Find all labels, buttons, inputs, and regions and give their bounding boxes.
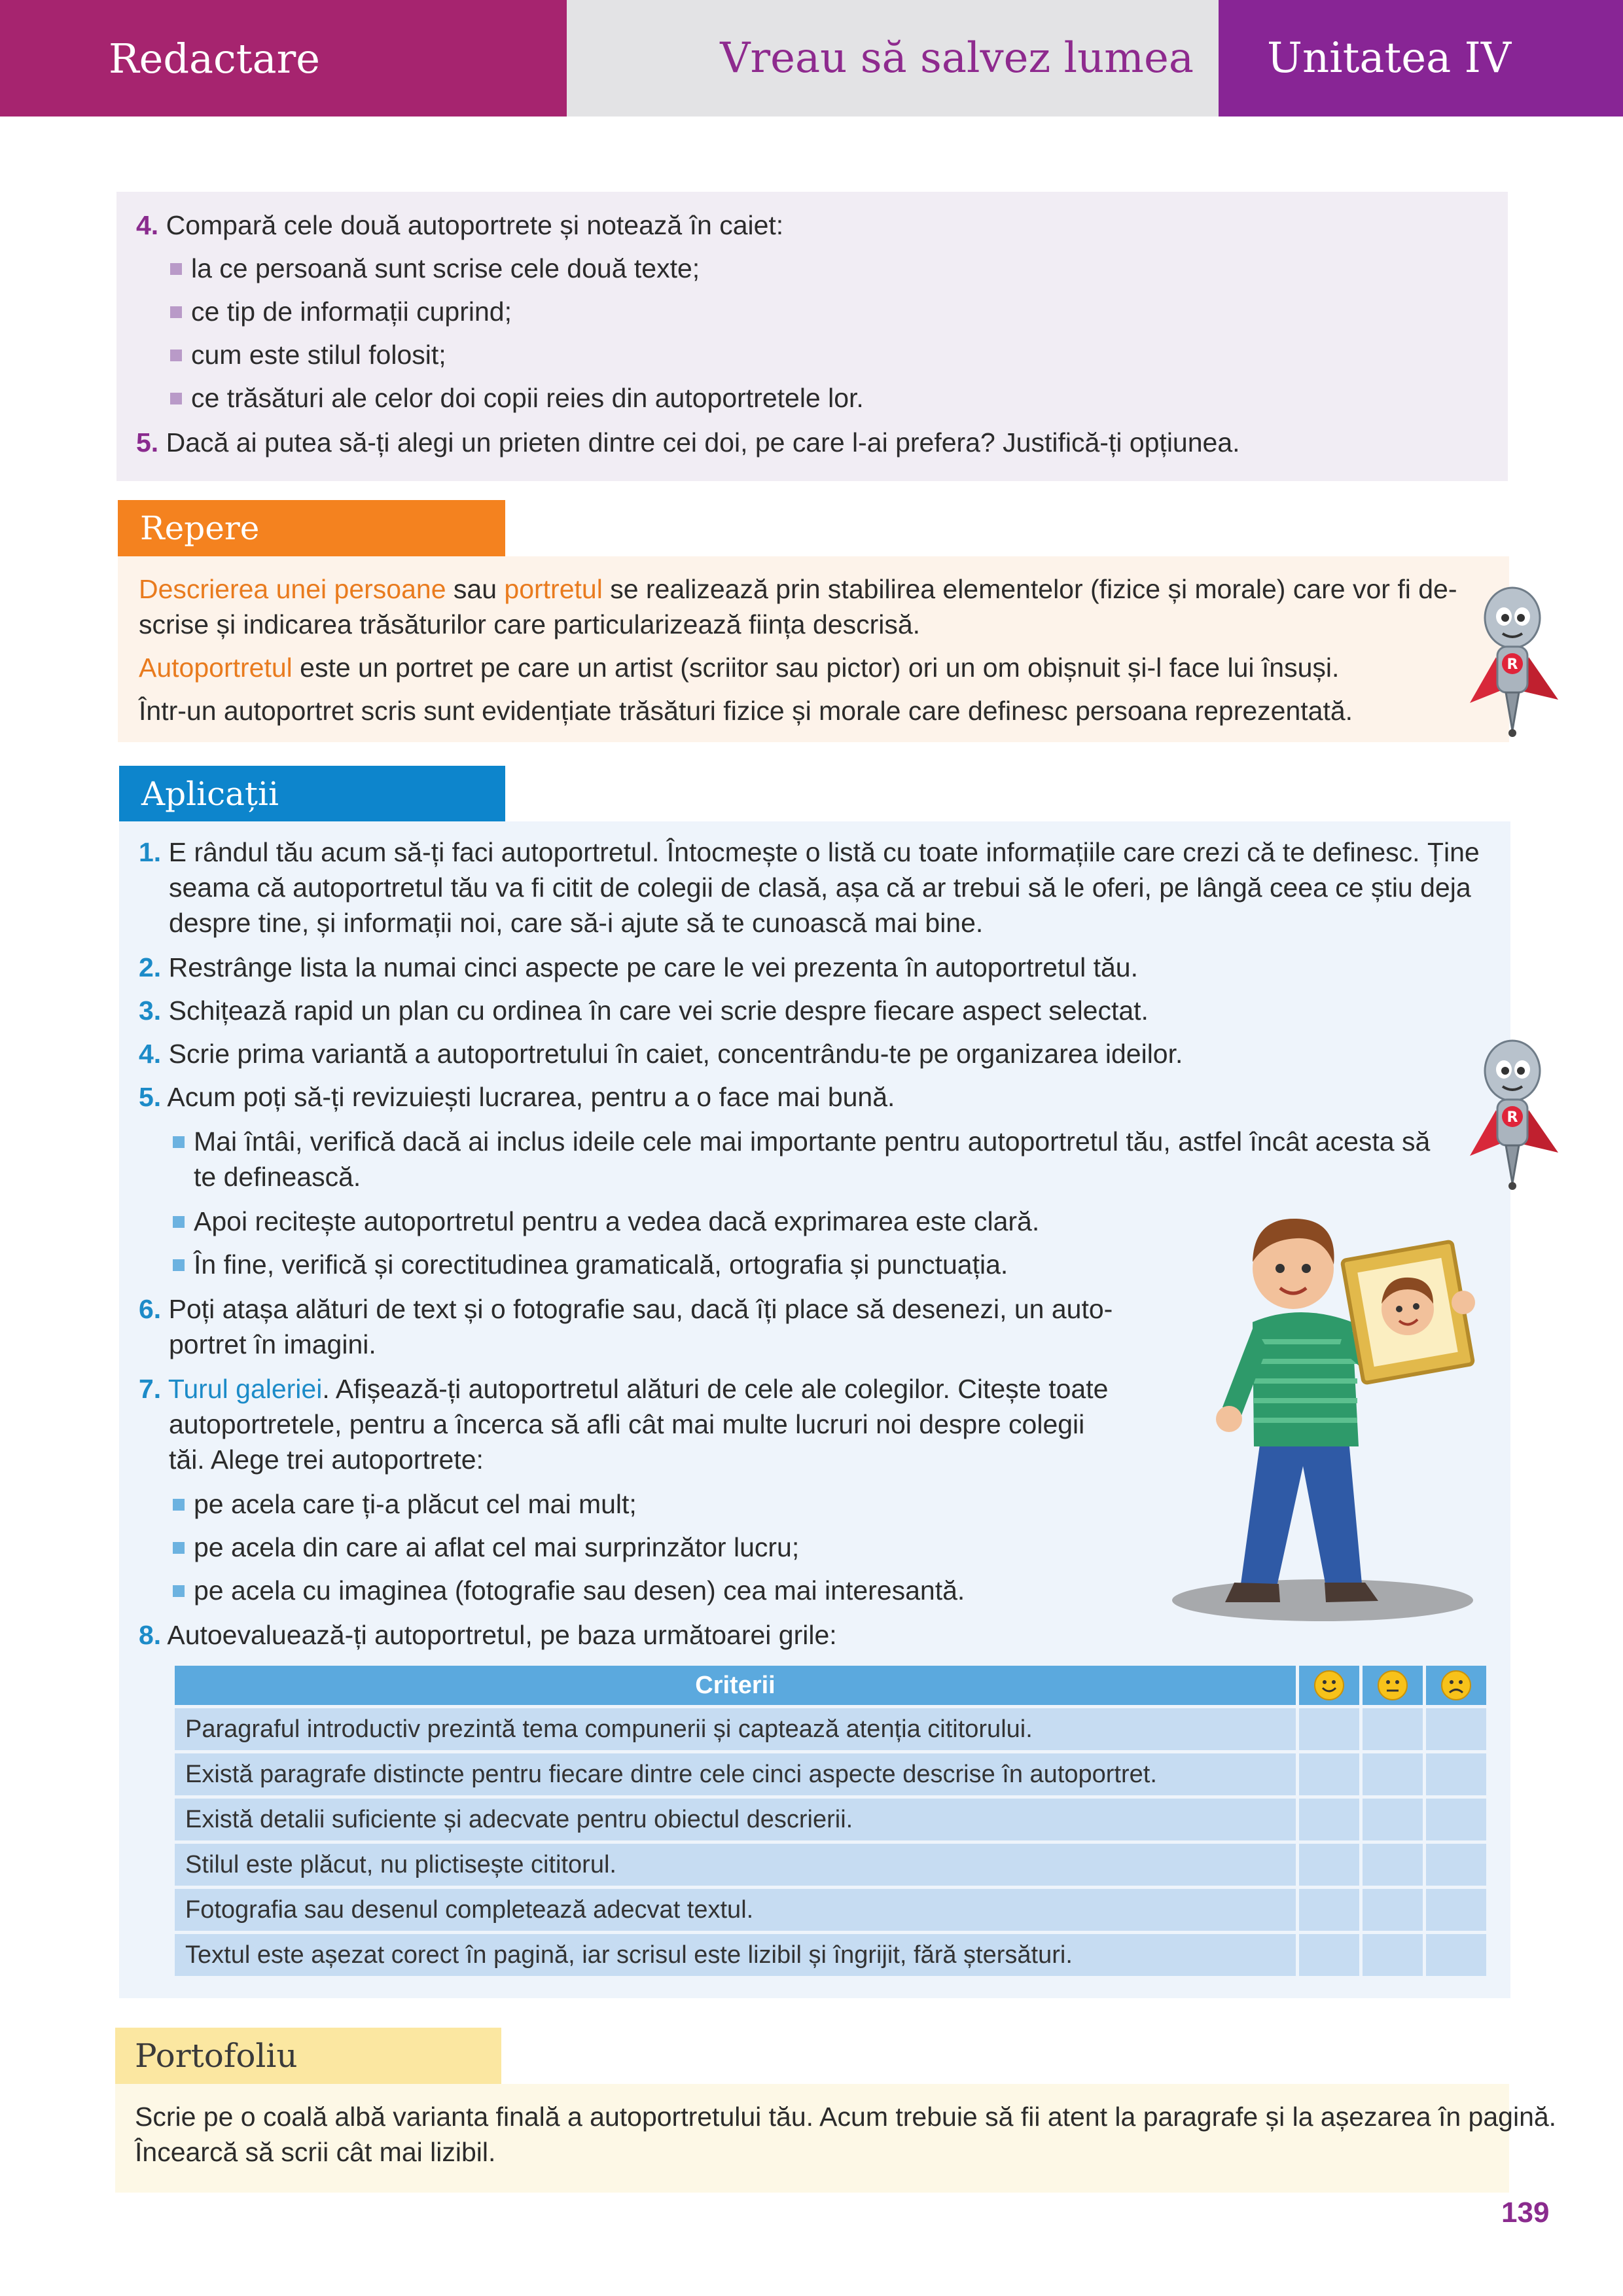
criterion-cell: Paragraful introductiv prezintă tema compunerii și captează atenția cititorului.	[175, 1708, 1296, 1750]
table-row	[175, 1934, 1486, 1976]
repere-heading: Repere	[118, 500, 505, 556]
bullet-icon	[173, 1216, 185, 1228]
task-text: E rândul tău acum să-ți faci autoportretul. Întocmește o listă cu toate informațiile care crezi că te definesc. Ține	[168, 837, 1480, 867]
task-number: 6.	[139, 1294, 162, 1324]
rating-cell[interactable]	[1363, 1934, 1423, 1976]
criterion-cell: Există detalii suficiente și adecvate pentru obiectul descrierii.	[175, 1799, 1296, 1840]
bullet-icon	[170, 350, 182, 361]
task-number: 1.	[139, 837, 162, 867]
text: este un portret pe care un artist (scriitor sau pictor) ori un om obișnuit și-l face lui însuși.	[292, 653, 1340, 683]
task-number: 7.	[139, 1374, 162, 1404]
sad-face-icon	[1440, 1669, 1472, 1702]
task-number: 2.	[139, 952, 162, 982]
task-7-cont: tăi. Alege trei autoportrete:	[169, 1444, 484, 1475]
header-chapter-title: Vreau să salvez lumea	[567, 0, 1219, 117]
text: se realizează prin stabilirea elementelor (fizice și morale) care vor fi de-	[602, 574, 1457, 604]
svg-text:R: R	[1507, 656, 1518, 673]
list-item-cont: te definească.	[194, 1162, 361, 1192]
list-item-text: ce trăsături ale celor doi copii reies din autoportretele lor.	[191, 383, 864, 413]
rating-cell[interactable]	[1299, 1799, 1359, 1840]
rating-cell[interactable]	[1426, 1753, 1486, 1795]
task-text: Poți atașa alături de text și o fotografie sau, dacă îți place să desenezi, un auto-	[168, 1294, 1113, 1324]
column-header-sad	[1426, 1666, 1486, 1705]
rating-cell[interactable]	[1426, 1844, 1486, 1886]
list-item	[173, 1573, 965, 1607]
svg-text:R: R	[1507, 1109, 1518, 1126]
term-highlight: Autoportretul	[139, 653, 293, 683]
task-text: Schițează rapid un plan cu ordinea în care vei scrie despre fiecare aspect selectat.	[168, 996, 1149, 1026]
question-5	[136, 425, 1240, 459]
aplicatii-heading: Aplicații	[119, 766, 505, 822]
task-number: 3.	[139, 996, 162, 1026]
list-item	[170, 251, 700, 285]
task-2	[139, 950, 1138, 984]
task-1-cont: seama că autoportretul tău va fi citit de colegii de clasă, așa că ar trebui să le oferi, pe lângă ceea ce știu deja	[169, 872, 1471, 903]
question-number: 4.	[136, 210, 159, 240]
question-text: Dacă ai putea să-ți alegi un prieten dintre cei doi, pe care l-ai prefera? Justifică-ți opțiunea.	[166, 427, 1240, 457]
column-header-neutral	[1363, 1666, 1423, 1705]
repere-line: Într-un autoportret scris sunt evidențiate trăsături fizice și morale care definesc persoana reprezentată.	[139, 696, 1353, 726]
bullet-icon	[173, 1259, 185, 1271]
neutral-face-icon	[1376, 1669, 1409, 1702]
rating-cell[interactable]	[1299, 1753, 1359, 1795]
list-item	[173, 1124, 1430, 1158]
table-row	[175, 1753, 1486, 1795]
repere-line	[139, 572, 1457, 606]
list-item-text: Mai întâi, verifică dacă ai inclus ideile cele mai importante pentru autoportretul tău, astfel încât acesta să	[194, 1126, 1431, 1157]
rating-cell[interactable]	[1363, 1708, 1423, 1750]
bullet-icon	[173, 1585, 185, 1597]
table-header-row	[175, 1666, 1486, 1705]
task-number: 5.	[139, 1082, 162, 1112]
bullet-icon	[173, 1499, 185, 1511]
rating-cell[interactable]	[1426, 1708, 1486, 1750]
portofoliu-heading: Portofoliu	[115, 2028, 501, 2084]
term-highlight: Descrierea unei persoane	[139, 574, 446, 604]
task-text: Restrânge lista la numai cinci aspecte pe care le vei prezenta în autoportretul tău.	[168, 952, 1138, 982]
list-item-text: pe acela din care ai aflat cel mai surprinzător lucru;	[194, 1532, 800, 1562]
task-text: . Afișează-ți autoportretul alături de cele ale colegilor. Citește toate	[322, 1374, 1109, 1404]
rating-cell[interactable]	[1299, 1708, 1359, 1750]
repere-line: scrise și indicarea trăsăturilor care particularizează ființa descrisă.	[139, 609, 921, 639]
list-item	[173, 1204, 1039, 1238]
task-4	[139, 1037, 1183, 1071]
rating-cell[interactable]	[1363, 1889, 1423, 1931]
bullet-icon	[173, 1542, 185, 1554]
bullet-icon	[170, 306, 182, 318]
header-section-label: Redactare	[0, 0, 567, 117]
table-row	[175, 1708, 1486, 1750]
bullet-icon	[170, 263, 182, 275]
term-highlight: portretul	[504, 574, 603, 604]
task-3	[139, 994, 1149, 1028]
list-item-text: ce tip de informații cuprind;	[191, 296, 512, 327]
list-item-text: Apoi recitește autoportretul pentru a vedea dacă exprimarea este clară.	[194, 1206, 1040, 1236]
task-number: 8.	[139, 1620, 162, 1650]
happy-face-icon	[1313, 1669, 1346, 1702]
rating-cell[interactable]	[1363, 1753, 1423, 1795]
term-highlight: Turul galeriei	[168, 1374, 323, 1404]
task-text: Scrie prima variantă a autoportretului în caiet, concentrându-te pe organizarea ideilor.	[168, 1039, 1183, 1069]
criterion-cell: Stilul este plăcut, nu plictisește cititorul.	[175, 1844, 1296, 1886]
table-row	[175, 1799, 1486, 1840]
text: sau	[446, 574, 505, 604]
table-row	[175, 1889, 1486, 1931]
rating-cell[interactable]	[1426, 1889, 1486, 1931]
question-number: 5.	[136, 427, 159, 457]
criterion-cell: Fotografia sau desenul completează adecvat textul.	[175, 1889, 1296, 1931]
task-number: 4.	[139, 1039, 162, 1069]
rating-cell[interactable]	[1363, 1844, 1423, 1886]
task-5	[139, 1080, 895, 1114]
boy-with-portrait-illustration	[1162, 1191, 1496, 1626]
list-item	[173, 1487, 637, 1521]
rating-cell[interactable]	[1363, 1799, 1423, 1840]
header-unit-label: Unitatea IV	[1219, 0, 1623, 117]
table-row	[175, 1844, 1486, 1886]
task-text: Autoevaluează-ți autoportretul, pe baza următoarei grile:	[167, 1620, 837, 1650]
list-item	[173, 1247, 1008, 1282]
list-item	[170, 381, 864, 415]
rating-cell[interactable]	[1299, 1889, 1359, 1931]
task-7	[139, 1372, 1108, 1406]
question-text: Compară cele două autoportrete și notează în caiet:	[166, 210, 784, 240]
list-item	[170, 295, 512, 329]
question-4	[136, 208, 783, 242]
list-item	[173, 1530, 799, 1564]
bullet-icon	[173, 1136, 185, 1148]
criterion-cell: Textul este așezat corect în pagină, iar scrisul este lizibil și îngrijit, fără ștersături.	[175, 1934, 1296, 1976]
task-8	[139, 1618, 837, 1652]
task-6-cont: portret în imagini.	[169, 1329, 376, 1359]
evaluation-grid	[171, 1662, 1489, 1979]
rating-cell[interactable]	[1426, 1799, 1486, 1840]
list-item	[170, 338, 446, 372]
portofoliu-text: Scrie pe o coală albă varianta finală a autoportretului tău. Acum trebuie să fii atent la paragrafe și la așezarea în pagină.	[135, 2102, 1557, 2132]
rating-cell[interactable]	[1299, 1934, 1359, 1976]
criterion-cell: Există paragrafe distincte pentru fiecare dintre cele cinci aspecte descrise în autoportret.	[175, 1753, 1296, 1795]
page-number: 139	[1501, 2197, 1550, 2229]
list-item-text: pe acela cu imaginea (fotografie sau desen) cea mai interesantă.	[194, 1575, 965, 1605]
list-item-text: În fine, verifică și corectitudinea gramaticală, ortografia și punctuația.	[194, 1249, 1008, 1280]
task-6	[139, 1292, 1113, 1326]
column-header-happy	[1299, 1666, 1359, 1705]
robot-mascot-illustration	[1457, 579, 1568, 742]
list-item-text: pe acela care ți-a plăcut cel mai mult;	[194, 1489, 637, 1519]
rating-cell[interactable]	[1426, 1934, 1486, 1976]
task-text: Acum poți să-ți revizuiești lucrarea, pentru a o face mai bună.	[167, 1082, 895, 1112]
portofoliu-text: Încearcă să scrii cât mai lizibil.	[135, 2137, 496, 2167]
list-item-text: la ce persoană sunt scrise cele două texte;	[191, 253, 700, 283]
task-1-cont: despre tine, și informații noi, care să-i ajute să te cunoască mai bine.	[169, 908, 984, 938]
column-header-criterii: Criterii	[175, 1666, 1296, 1705]
robot-mascot-illustration	[1457, 1031, 1568, 1195]
task-1	[139, 835, 1480, 869]
repere-line	[139, 651, 1339, 685]
bullet-icon	[170, 393, 182, 404]
task-7-cont: autoportretele, pentru a încerca să afli cât mai multe lucruri noi despre colegii	[169, 1409, 1085, 1439]
list-item-text: cum este stilul folosit;	[191, 340, 446, 370]
rating-cell[interactable]	[1299, 1844, 1359, 1886]
